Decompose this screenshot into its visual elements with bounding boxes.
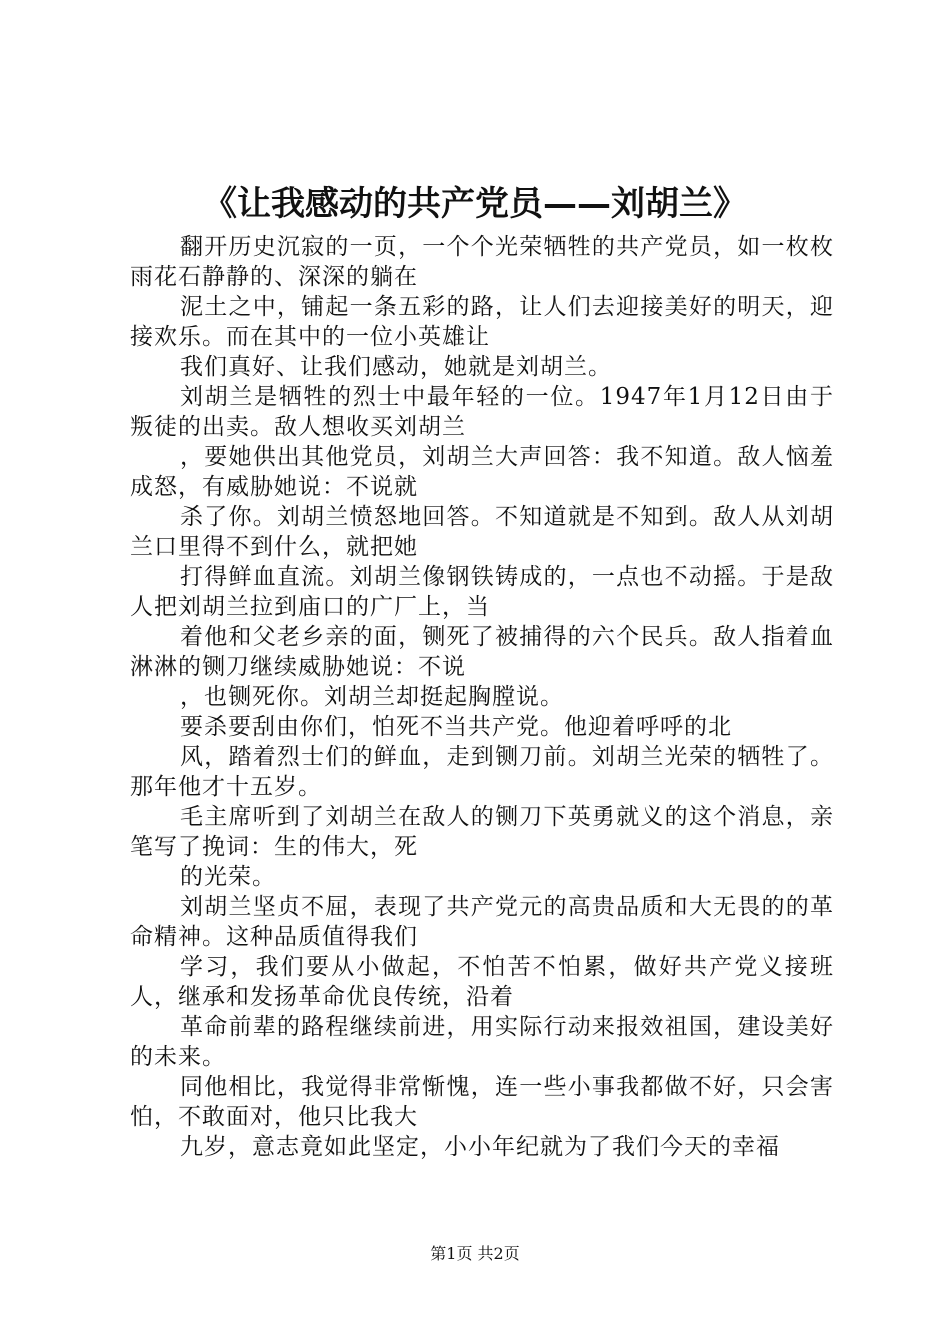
paragraph: ，要她供出其他党员，刘胡兰大声回答：我不知道。敌人恼羞成怒，有威胁她说：不说就 [130, 444, 834, 500]
paragraph: 我们真好、让我们感动，她就是刘胡兰。 [180, 354, 612, 380]
paragraph: ，也铡死你。刘胡兰却挺起胸膛说。 [180, 684, 564, 710]
paragraph: 翻开历史沉寂的一页，一个个光荣牺牲的共产党员，如一枚枚雨花石静静的、深深的躺在 [130, 234, 834, 290]
paragraph: 革命前辈的路程继续前进，用实际行动来报效祖国，建设美好的未来。 [130, 1014, 834, 1070]
paragraph: 泥土之中，铺起一条五彩的路，让人们去迎接美好的明天，迎接欢乐。而在其中的一位小英雄让 [130, 294, 834, 350]
paragraph: 要杀要刮由你们，怕死不当共产党。他迎着呼呼的北 [180, 714, 732, 740]
paragraph: 同他相比，我觉得非常惭愧，连一些小事我都做不好，只会害怕，不敢面对，他只比我大 [130, 1074, 834, 1130]
paragraph: 学习，我们要从小做起，不怕苦不怕累，做好共产党义接班人，继承和发扬革命优良传统，沿着 [130, 954, 834, 1010]
paragraph: 刘胡兰是牺牲的烈士中最年轻的一位。1947年1月12日由于叛徒的出卖。敌人想收买刘胡兰 [130, 384, 834, 440]
paragraph: 风，踏着烈士们的鲜血，走到铡刀前。刘胡兰光荣的牺牲了。那年他才十五岁。 [130, 744, 834, 800]
paragraph: 刘胡兰坚贞不屈，表现了共产党元的高贵品质和大无畏的的革命精神。这种品质值得我们 [130, 894, 834, 950]
paragraph: 杀了你。刘胡兰愤怒地回答。不知道就是不知到。敌人从刘胡兰口里得不到什么，就把她 [130, 504, 834, 560]
paragraph: 九岁，意志竟如此坚定，小小年纪就为了我们今天的幸福 [180, 1134, 780, 1160]
document-title: 《让我感动的共产党员——刘胡兰》 [203, 184, 747, 224]
document-body [130, 232, 834, 1162]
paragraph: 着他和父老乡亲的面，铡死了被捕得的六个民兵。敌人指着血淋淋的铡刀继续威胁她说：不说 [130, 624, 834, 680]
page-number-footer: 第1页 共2页 [430, 1244, 520, 1263]
paragraph: 的光荣。 [180, 864, 276, 890]
paragraph: 毛主席听到了刘胡兰在敌人的铡刀下英勇就义的这个消息，亲笔写了挽词：生的伟大，死 [130, 804, 834, 860]
paragraph: 打得鲜血直流。刘胡兰像钢铁铸成的，一点也不动摇。于是敌人把刘胡兰拉到庙口的广厂上，当 [130, 564, 834, 620]
